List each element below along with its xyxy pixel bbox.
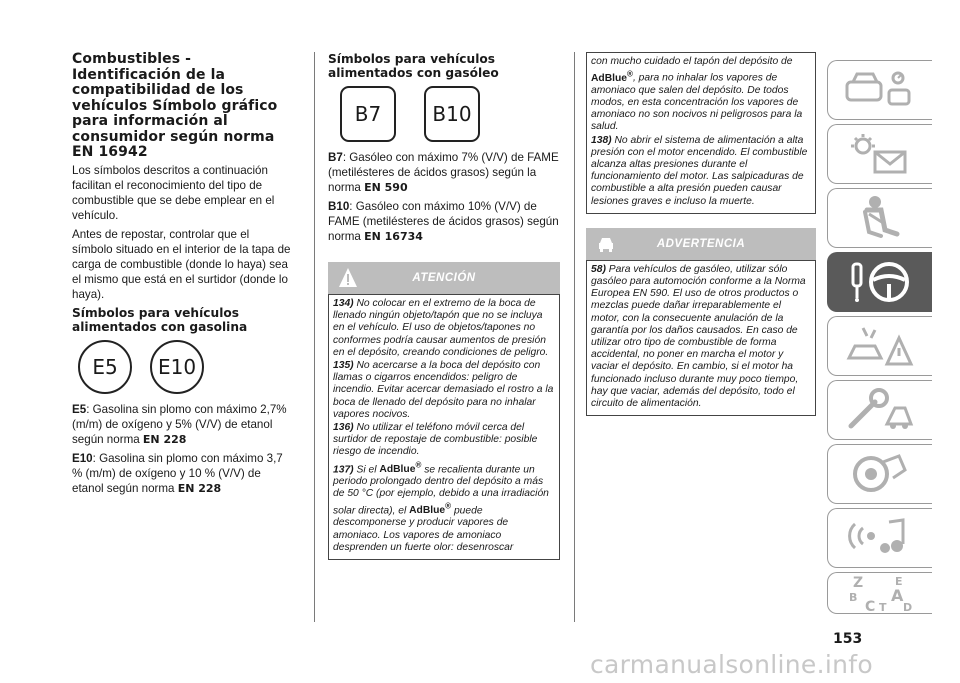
e10-text: : Gasolina sin plomo con máximo 3,7 % (m/m) de oxígeno y 10 % (V/V) de etanol según norma bbox=[72, 451, 283, 495]
safety-seat-icon bbox=[845, 194, 915, 242]
b10-norm: EN 16734 bbox=[364, 230, 423, 243]
note-134-text: No colocar en el extremo de la boca de llenado ningún objeto/tapón que no se incluya en el vehículo. El uso de objetos/tapones no conformes podría causar aumentos de presión en el depósito, creando condiciones de peligro. bbox=[333, 298, 549, 358]
note-134 bbox=[333, 298, 555, 359]
b10-description bbox=[328, 199, 560, 244]
caution-box-continued bbox=[586, 52, 816, 214]
car-warning-icon bbox=[596, 233, 616, 255]
caution-header bbox=[328, 262, 560, 294]
note-138-number: 138) bbox=[591, 134, 612, 146]
note-137-text-a: Si el bbox=[356, 464, 380, 476]
e5-description bbox=[72, 402, 292, 447]
tab-emergency[interactable] bbox=[827, 316, 932, 376]
note-58-number: 58) bbox=[591, 263, 606, 275]
registered-mark: ® bbox=[415, 460, 422, 470]
e5-code: E5 bbox=[72, 402, 87, 416]
b7-description bbox=[328, 150, 560, 195]
watermark: carmanualsonline.info bbox=[590, 650, 873, 679]
note-137 bbox=[333, 460, 555, 554]
index-letter: T bbox=[879, 601, 887, 613]
column-divider bbox=[574, 52, 575, 622]
index-letter: E bbox=[895, 575, 903, 588]
note-136-text: No utilizar el teléfono móvil cerca del surtidor de repostaje de combustible: posible riesgo de incendio. bbox=[333, 422, 538, 458]
adblue-word: AdBlue bbox=[379, 464, 416, 476]
tab-starting-driving[interactable] bbox=[827, 252, 932, 312]
diesel-symbols bbox=[334, 86, 560, 142]
adblue-word: AdBlue bbox=[409, 505, 446, 517]
b7-code: B7 bbox=[328, 151, 343, 164]
tab-multimedia[interactable] bbox=[827, 508, 932, 568]
warning-lights-icon bbox=[845, 132, 915, 176]
tab-safety[interactable] bbox=[827, 188, 932, 248]
key-steering-icon bbox=[845, 258, 915, 306]
note-134-number: 134) bbox=[333, 298, 354, 309]
refuel-paragraph: Antes de repostar, controlar que el símbolo situado en el interior de la tapa de carga de combustible (donde lo haya) sea el mismo que está en el surtidor (donde lo haya). bbox=[72, 227, 291, 301]
note-138-text: No abrir el sistema de alimentación a alta presión con el motor encendido. El combustible alcanza altas presiones durante el funcionamiento del motor. Las salpicaduras de combustible a alta presión pueden causar lesiones graves e incluso la muerte. bbox=[591, 134, 808, 207]
intro-paragraph: Los símbolos descritos a continuación facilitan el reconocimiento del tipo de combustible que se debe emplear en el vehículo. bbox=[72, 163, 275, 222]
note-58-text: Para vehículos de gasóleo, utilizar sólo gasóleo para automoción conforme a la Norma Europea EN 590. El uso de otros productos o mezclas puede dañar irreparablemente el motor, con la consecuente anulación de la garantía por los daños causados. En caso de utilizar otro tipo de combustible de forma accidental, no poner en marcha el motor y vaciar el depósito. En cambio, si el motor ha funcionado incluso durante muy poco tiempo, hay que vaciar, además del depósito, todo el circuito de alimentación. bbox=[591, 263, 806, 410]
b10-code: B10 bbox=[328, 200, 350, 213]
column-1 bbox=[72, 52, 292, 500]
adblue-term bbox=[591, 69, 633, 84]
note-137-text-c: puede descomponerse y producir vapores de amoniaco. Los vapores de amoniaco desprenden un fuerte olor: desenroscar bbox=[333, 505, 514, 553]
adblue-term bbox=[379, 460, 422, 476]
note-58 bbox=[591, 264, 811, 410]
index-letter: B bbox=[849, 591, 858, 604]
index-letter: A bbox=[891, 586, 904, 605]
note-137-cont-b: , para no inhalar los vapores de amoniaco que salen del depósito. De todos modos, en esta concentración los vapores de amoniaco no son nocivos ni peligrosos para la salud. bbox=[591, 72, 803, 133]
column-2 bbox=[328, 52, 560, 560]
page-number: 153 bbox=[833, 631, 863, 647]
column-divider bbox=[314, 52, 315, 622]
caution-box bbox=[328, 294, 560, 560]
tab-warning-lights[interactable] bbox=[827, 124, 932, 184]
diesel-subtitle: Símbolos para vehículos alimentados con gasóleo bbox=[328, 52, 499, 80]
note-137-continued bbox=[591, 56, 811, 134]
b7-symbol: B7 bbox=[340, 86, 396, 142]
note-138 bbox=[591, 135, 811, 208]
index-letter: D bbox=[903, 601, 913, 613]
gasoline-symbols bbox=[78, 340, 292, 394]
adblue-word: AdBlue bbox=[591, 72, 628, 84]
tab-index[interactable] bbox=[827, 572, 932, 614]
adblue-term bbox=[409, 501, 452, 517]
section-title: Combustibles - Identificación de la compatibilidad de los vehículos Símbolo gráfico para información al consumidor según norma EN 16942 bbox=[72, 51, 278, 160]
registered-mark: ® bbox=[627, 69, 633, 79]
e10-description bbox=[72, 451, 292, 496]
warning-header bbox=[586, 228, 816, 260]
maintenance-icon bbox=[845, 386, 915, 434]
gasoline-subtitle: Símbolos para vehículos alimentados con gasolina bbox=[72, 305, 248, 334]
e5-text: : Gasolina sin plomo con máximo 2,7% (m/m) de oxígeno y 5% (V/V) de etanol según norma bbox=[72, 402, 287, 446]
note-136-number: 136) bbox=[333, 422, 354, 434]
e10-symbol: E10 bbox=[150, 340, 204, 394]
technical-data-icon bbox=[845, 450, 915, 498]
car-dashboard-icon bbox=[845, 68, 915, 112]
e5-symbol: E5 bbox=[78, 340, 132, 394]
b10-text: : Gasóleo con máximo 10% (V/V) de FAME (metilésteres de ácidos grasos) según norma bbox=[328, 200, 559, 243]
index-letter: C bbox=[865, 599, 876, 613]
note-135-number: 135) bbox=[333, 360, 354, 372]
index-letter: Z bbox=[853, 575, 864, 591]
note-137-number: 137) bbox=[333, 464, 354, 476]
index-icon bbox=[845, 573, 915, 613]
note-137-text-b: se recalienta durante un periodo prolongado dentro del depósito a más de 50 °C (por ejemplo, debido a una irradiación solar directa), el bbox=[333, 464, 549, 517]
multimedia-icon bbox=[845, 514, 915, 562]
b7-norm: EN 590 bbox=[364, 181, 408, 194]
tab-maintenance[interactable] bbox=[827, 380, 932, 440]
caution-icon bbox=[338, 267, 358, 289]
registered-mark: ® bbox=[445, 501, 452, 511]
warning-label: ADVERTENCIA bbox=[656, 237, 746, 250]
e5-norm: EN 228 bbox=[142, 432, 187, 446]
warning-box bbox=[586, 260, 816, 416]
note-137-cont-a: con mucho cuidado el tapón del depósito de bbox=[591, 56, 793, 67]
e10-code: E10 bbox=[72, 451, 93, 465]
breakdown-icon bbox=[845, 324, 915, 368]
b7-text: : Gasóleo con máximo 7% (V/V) de FAME (metilésteres de ácidos grasos) según la norma bbox=[328, 151, 559, 194]
note-135 bbox=[333, 360, 555, 421]
tab-car-dashboard[interactable] bbox=[827, 60, 932, 120]
note-135-text: No acercarse a la boca del depósito con llamas o cigarros encendidos: peligro de incendio. Evitar acercar demasiado el rostro a la boca de llenado del depósito para no inhalar vapores nocivos. bbox=[333, 360, 554, 420]
caution-label: ATENCIÓN bbox=[412, 272, 476, 284]
e10-norm: EN 228 bbox=[177, 481, 222, 495]
column-3 bbox=[586, 52, 816, 416]
note-136 bbox=[333, 422, 555, 459]
tab-technical-data[interactable] bbox=[827, 444, 932, 504]
b10-symbol: B10 bbox=[424, 86, 480, 142]
